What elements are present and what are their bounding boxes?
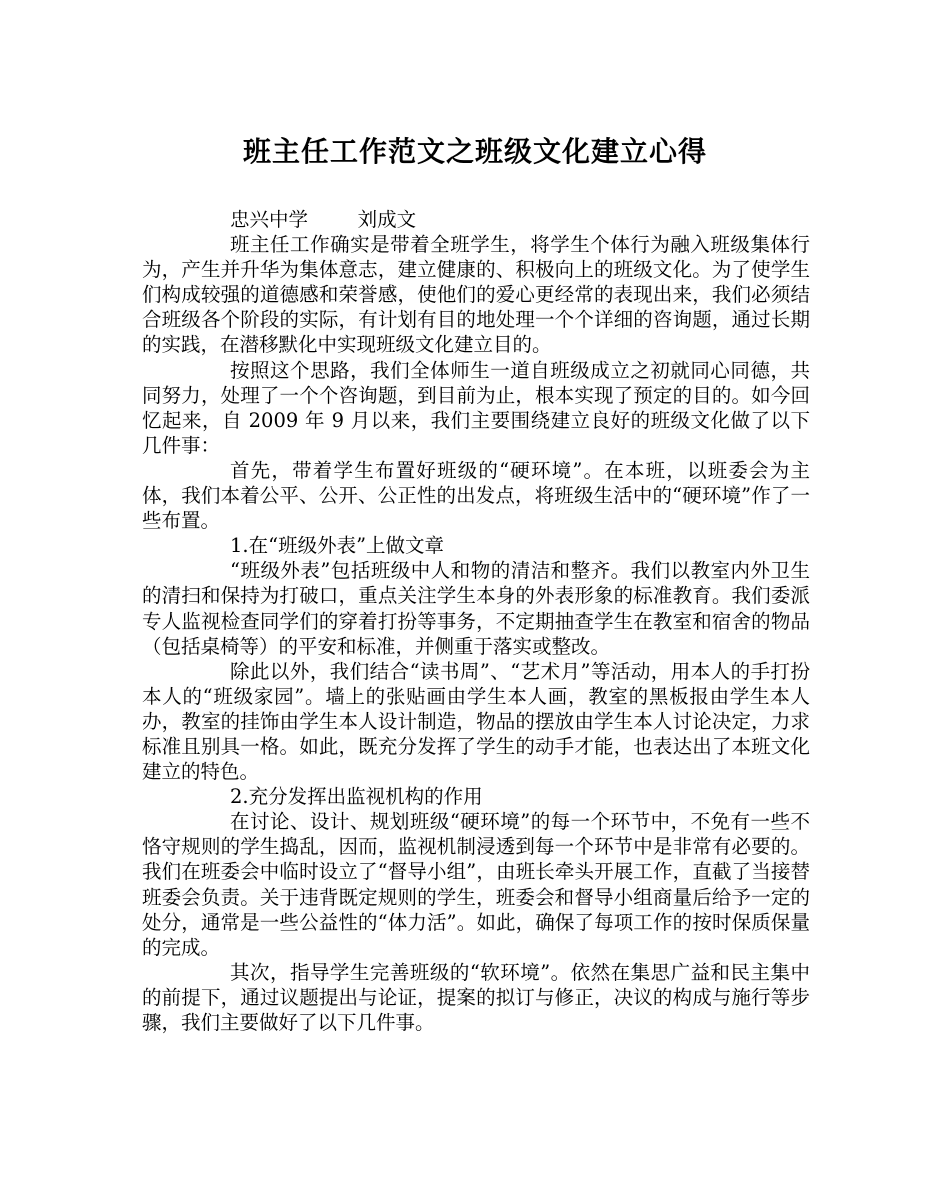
- author-line: 忠兴中学 刘成文: [230, 208, 417, 231]
- document-title: 班主任工作范文之班级文化建立心得: [242, 135, 707, 168]
- document-body: [142, 207, 810, 1035]
- paragraph: 班主任工作确实是带着全班学生，将学生个体行为融入班级集体行为，产生并升华为集体意志，建立健康的、积极向上的班级文化。为了使学生们构成较强的道德感和荣誉感，使他们的爱心更经常的表现出来，我们必须结合班级各个阶段的实际，有计划有目的地处理一个个详细的咨询题，通过长期的实践，在潜移默化中实现班级文化建立目的。: [142, 233, 810, 357]
- paragraph: 在讨论、设计、规划班级“硬环境”的每一个环节中，不免有一些不恪守规则的学生捣乱，因而，监视机制浸透到每一个环节中是非常有必要的。我们在班委会中临时设立了“督导小组”，由班长牵头开展工作，直截了当接替班委会负责。关于违背既定规则的学生，班委会和督导小组商量后给予一定的处分，通常是一些公益性的“体力活”。如此，确保了每项工作的按时保质保量的完成。: [142, 810, 810, 959]
- paragraph: “班级外表”包括班级中人和物的清洁和整齐。我们以教室内外卫生的清扫和保持为打破口，重点关注学生本身的外表形象的标准教育。我们委派专人监视检查同学们的穿着打扮等事务，不定期抽查学生在教室和宿舍的物品（包括桌椅等）的平安和标准，并侧重于落实或整改。: [142, 559, 810, 658]
- paragraph: 按照这个思路，我们全体师生一道自班级成立之初就同心同德，共同努力，处理了一个个咨询题，到目前为止，根本实现了预定的目的。如今回忆起来，自 2009 年 9 月以来，我们主要围绕建立良好的班级文化做了以下几件事：: [142, 358, 810, 457]
- section-heading: 1.在“班级外表”上做文章: [230, 534, 445, 558]
- paragraph: 其次，指导学生完善班级的“软环境”。依然在集思广益和民主集中的前提下，通过议题提出与论证，提案的拟订与修正，决议的构成与施行等步骤，我们主要做好了以下几件事。: [142, 960, 810, 1034]
- paragraph: 首先，带着学生布置好班级的“硬环境”。在本班，以班委会为主体，我们本着公平、公开、公正性的出发点，将班级生活中的“硬环境”作了一些布置。: [142, 458, 810, 533]
- section-heading: 2.充分发挥出监视机构的作用: [230, 785, 483, 809]
- paragraph: 除此以外，我们结合“读书周”、“艺术月”等活动，用本人的手打扮本人的“班级家园”。墙上的张贴画由学生本人画，教室的黑板报由学生本人办，教室的挂饰由学生本人设计制造，物品的摆放由学生本人讨论决定，力求标准且别具一格。如此，既充分发挥了学生的动手才能，也表达出了本班文化建立的特色。: [142, 659, 810, 784]
